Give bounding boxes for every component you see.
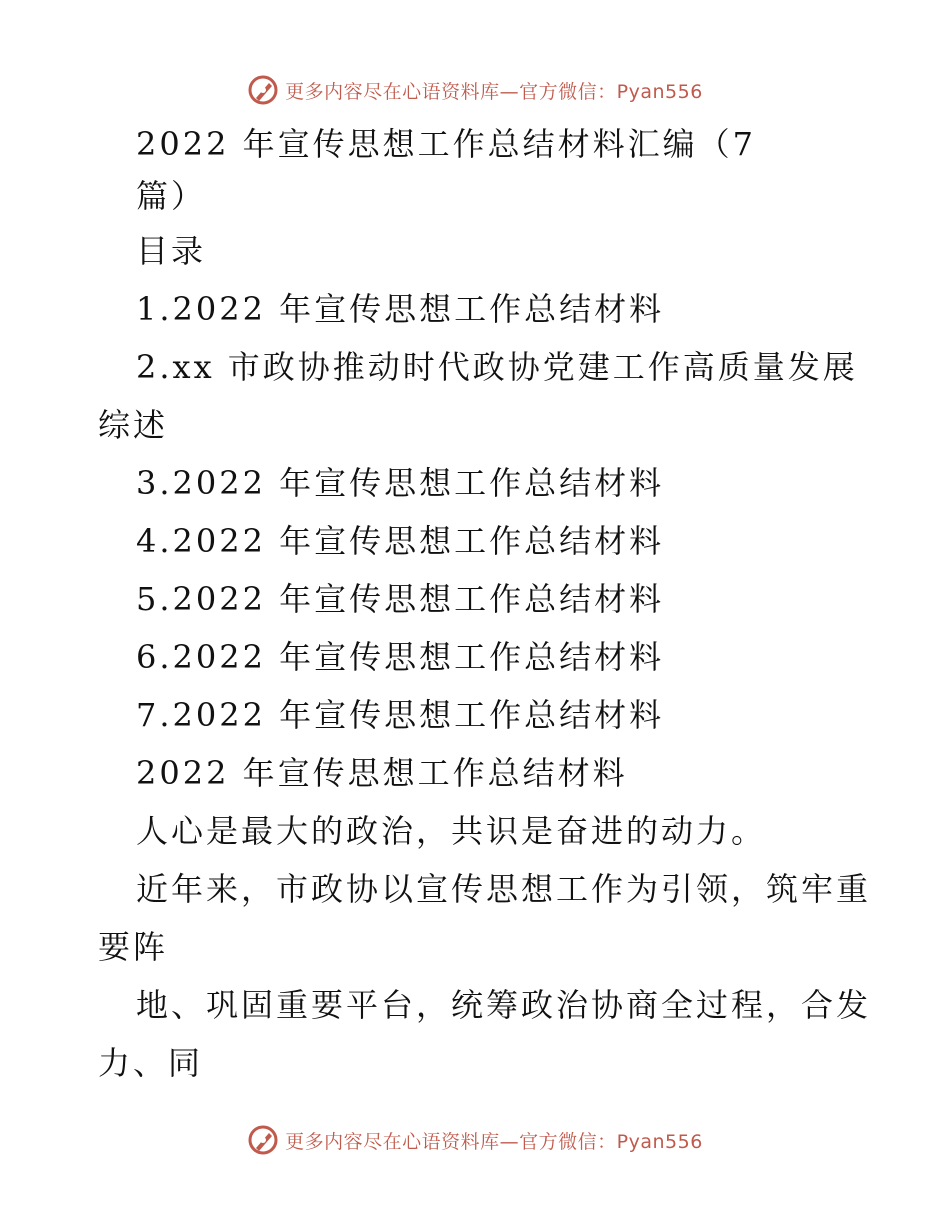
toc-item: 7.2022 年宣传思想工作总结材料 (136, 696, 665, 734)
toc-item: 1.2022 年宣传思想工作总结材料 (136, 290, 665, 328)
toc-item: 4.2022 年宣传思想工作总结材料 (136, 522, 665, 560)
header-watermark (0, 70, 950, 110)
section-title: 2022 年宣传思想工作总结材料 (136, 754, 628, 792)
body-paragraph: 近年来，市政协以宣传思想工作为引领，筑牢重 (136, 870, 872, 908)
document-title-continued: 篇） (136, 177, 207, 215)
footer-watermark (0, 1120, 950, 1160)
body-paragraph: 人心是最大的政治，共识是奋进的动力。 (136, 812, 767, 850)
toc-item-continued: 综述 (98, 406, 169, 444)
body-paragraph-continued: 力、同 (98, 1044, 204, 1082)
toc-heading: 目录 (136, 232, 207, 270)
toc-item: 3.2022 年宣传思想工作总结材料 (136, 464, 665, 502)
body-paragraph: 地、巩固重要平台，统筹政治协商全过程，合发 (136, 986, 872, 1024)
pen-seal-icon (247, 74, 279, 106)
watermark-text: 更多内容尽在心语资料库—官方微信：Pyan556 (285, 80, 703, 103)
pen-seal-icon (247, 1124, 279, 1156)
document-title: 2022 年宣传思想工作总结材料汇编（7 (136, 125, 756, 163)
toc-item: 2.xx 市政协推动时代政协党建工作高质量发展 (136, 348, 858, 386)
watermark-text: 更多内容尽在心语资料库—官方微信：Pyan556 (285, 1130, 703, 1153)
toc-item: 6.2022 年宣传思想工作总结材料 (136, 638, 665, 676)
body-paragraph-continued: 要阵 (98, 928, 169, 966)
toc-item: 5.2022 年宣传思想工作总结材料 (136, 580, 665, 618)
document-body (98, 118, 872, 1092)
